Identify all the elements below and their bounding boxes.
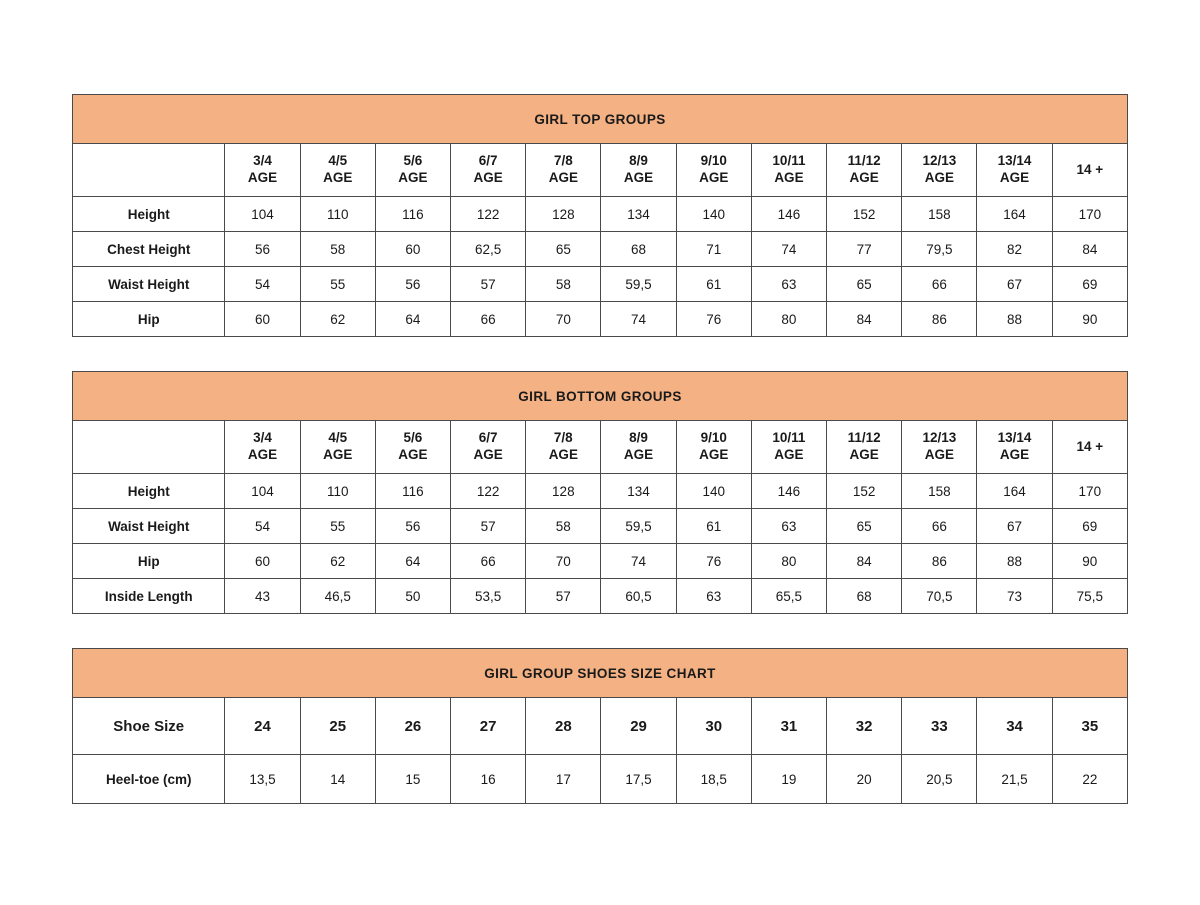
cell: 58 bbox=[526, 267, 601, 302]
cell: 82 bbox=[977, 232, 1052, 267]
cell: 59,5 bbox=[601, 267, 676, 302]
row-label: Waist Height bbox=[73, 509, 225, 544]
row-label: Chest Height bbox=[73, 232, 225, 267]
column-header-5-6 bbox=[375, 144, 450, 197]
cell: 13,5 bbox=[225, 755, 300, 804]
cell: 63 bbox=[676, 579, 751, 614]
table-row bbox=[73, 267, 1128, 302]
cell: 56 bbox=[375, 509, 450, 544]
cell: 80 bbox=[751, 544, 826, 579]
cell: 66 bbox=[451, 302, 526, 337]
cell: 76 bbox=[676, 302, 751, 337]
column-size: 6/7 bbox=[478, 153, 498, 169]
column-age: AGE bbox=[999, 170, 1030, 185]
column-age: AGE bbox=[398, 447, 428, 462]
cell: 110 bbox=[300, 474, 375, 509]
column-header-6-7 bbox=[451, 421, 526, 474]
cell: 56 bbox=[375, 267, 450, 302]
table-row bbox=[73, 302, 1128, 337]
column-age: AGE bbox=[774, 170, 804, 185]
cell: 158 bbox=[902, 474, 977, 509]
column-header-10-11 bbox=[751, 144, 826, 197]
shoe-size-cell: 24 bbox=[225, 698, 300, 755]
cell: 122 bbox=[451, 197, 526, 232]
cell: 140 bbox=[676, 197, 751, 232]
column-size: 10/11 bbox=[772, 430, 806, 446]
column-header-5-6 bbox=[375, 421, 450, 474]
column-size: 3/4 bbox=[253, 153, 272, 169]
cell: 67 bbox=[977, 267, 1052, 302]
column-header-8-9 bbox=[601, 144, 676, 197]
column-age: AGE bbox=[849, 170, 879, 185]
cell: 17 bbox=[526, 755, 601, 804]
cell: 60,5 bbox=[601, 579, 676, 614]
column-age: AGE bbox=[999, 447, 1030, 462]
table-row bbox=[73, 509, 1128, 544]
column-size: 13/14 bbox=[997, 430, 1032, 446]
girl-bottom-groups-table bbox=[72, 371, 1128, 614]
row-label: Hip bbox=[73, 544, 225, 579]
cell: 84 bbox=[827, 544, 902, 579]
cell: 74 bbox=[751, 232, 826, 267]
column-age: AGE bbox=[548, 447, 578, 462]
column-header-label bbox=[73, 144, 225, 197]
girl-group-shoes-size-chart-table bbox=[72, 648, 1128, 804]
cell: 56 bbox=[225, 232, 300, 267]
shoe-size-cell: 28 bbox=[526, 698, 601, 755]
table-row bbox=[73, 579, 1128, 614]
shoe-size-cell: 35 bbox=[1052, 698, 1127, 755]
column-header-9-10 bbox=[676, 421, 751, 474]
column-age: AGE bbox=[323, 170, 353, 185]
girl-top-groups-table bbox=[72, 94, 1128, 337]
cell: 74 bbox=[601, 302, 676, 337]
row-label: Waist Height bbox=[73, 267, 225, 302]
cell: 170 bbox=[1052, 197, 1127, 232]
cell: 55 bbox=[300, 509, 375, 544]
column-size: 8/9 bbox=[629, 153, 648, 169]
cell: 90 bbox=[1052, 544, 1127, 579]
cell: 46,5 bbox=[300, 579, 375, 614]
cell: 66 bbox=[902, 267, 977, 302]
cell: 71 bbox=[676, 232, 751, 267]
cell: 22 bbox=[1052, 755, 1127, 804]
cell: 68 bbox=[827, 579, 902, 614]
row-label: Height bbox=[73, 197, 225, 232]
cell: 104 bbox=[225, 197, 300, 232]
table-row bbox=[73, 474, 1128, 509]
column-age: AGE bbox=[473, 447, 503, 462]
cell: 75,5 bbox=[1052, 579, 1127, 614]
cell: 50 bbox=[375, 579, 450, 614]
column-header-8-9 bbox=[601, 421, 676, 474]
cell: 116 bbox=[375, 474, 450, 509]
row-label: Heel-toe (cm) bbox=[73, 755, 225, 804]
cell: 88 bbox=[977, 544, 1052, 579]
column-size: 7/8 bbox=[553, 153, 573, 169]
column-age: AGE bbox=[247, 447, 278, 462]
cell: 70 bbox=[526, 544, 601, 579]
cell: 134 bbox=[601, 474, 676, 509]
cell: 66 bbox=[451, 544, 526, 579]
shoe-size-cell: 25 bbox=[300, 698, 375, 755]
cell: 64 bbox=[375, 544, 450, 579]
cell: 18,5 bbox=[676, 755, 751, 804]
cell: 86 bbox=[902, 544, 977, 579]
column-age: AGE bbox=[247, 170, 278, 185]
column-age: AGE bbox=[323, 447, 353, 462]
cell: 69 bbox=[1052, 267, 1127, 302]
cell: 64 bbox=[375, 302, 450, 337]
column-age: AGE bbox=[924, 447, 954, 462]
shoe-size-cell: 27 bbox=[451, 698, 526, 755]
column-age: AGE bbox=[473, 170, 503, 185]
column-header-4-5 bbox=[300, 144, 375, 197]
cell: 65 bbox=[827, 267, 902, 302]
column-age: AGE bbox=[699, 170, 729, 185]
column-age: AGE bbox=[699, 447, 729, 462]
column-age: AGE bbox=[398, 170, 428, 185]
cell: 70,5 bbox=[902, 579, 977, 614]
column-header-13-14 bbox=[977, 144, 1052, 197]
cell: 57 bbox=[526, 579, 601, 614]
cell: 53,5 bbox=[451, 579, 526, 614]
cell: 16 bbox=[451, 755, 526, 804]
column-header-3-4 bbox=[225, 144, 300, 197]
table-row bbox=[73, 232, 1128, 267]
cell: 65 bbox=[526, 232, 601, 267]
column-size: 4/5 bbox=[328, 430, 348, 446]
cell: 58 bbox=[526, 509, 601, 544]
cell: 66 bbox=[902, 509, 977, 544]
cell: 164 bbox=[977, 474, 1052, 509]
column-header-6-7 bbox=[451, 144, 526, 197]
column-age: AGE bbox=[548, 170, 578, 185]
cell: 57 bbox=[451, 267, 526, 302]
cell: 58 bbox=[300, 232, 375, 267]
cell: 57 bbox=[451, 509, 526, 544]
cell: 70 bbox=[526, 302, 601, 337]
cell: 61 bbox=[676, 509, 751, 544]
column-header-11-12 bbox=[827, 421, 902, 474]
cell: 60 bbox=[375, 232, 450, 267]
cell: 15 bbox=[375, 755, 450, 804]
shoe-size-cell: 29 bbox=[601, 698, 676, 755]
column-header-10-11 bbox=[751, 421, 826, 474]
column-age: AGE bbox=[924, 170, 954, 185]
cell: 164 bbox=[977, 197, 1052, 232]
cell: 67 bbox=[977, 509, 1052, 544]
column-size: 5/6 bbox=[403, 153, 423, 169]
cell: 69 bbox=[1052, 509, 1127, 544]
column-header-14-plus bbox=[1052, 144, 1127, 197]
shoe-size-cell: 31 bbox=[751, 698, 826, 755]
cell: 62 bbox=[300, 544, 375, 579]
cell: 80 bbox=[751, 302, 826, 337]
column-size: 7/8 bbox=[553, 430, 573, 446]
column-size: 14 + bbox=[1076, 161, 1104, 177]
shoe-size-cell: 26 bbox=[375, 698, 450, 755]
cell: 63 bbox=[751, 509, 826, 544]
cell: 54 bbox=[225, 267, 300, 302]
cell: 55 bbox=[300, 267, 375, 302]
column-header-3-4 bbox=[225, 421, 300, 474]
cell: 62,5 bbox=[451, 232, 526, 267]
cell: 110 bbox=[300, 197, 375, 232]
cell: 73 bbox=[977, 579, 1052, 614]
cell: 146 bbox=[751, 474, 826, 509]
cell: 86 bbox=[902, 302, 977, 337]
column-size: 8/9 bbox=[629, 430, 648, 446]
column-size: 12/13 bbox=[922, 430, 957, 446]
table-title: GIRL TOP GROUPS bbox=[73, 95, 1128, 144]
column-size: 6/7 bbox=[478, 430, 498, 446]
cell: 104 bbox=[225, 474, 300, 509]
table-header-row bbox=[73, 421, 1128, 474]
cell: 90 bbox=[1052, 302, 1127, 337]
cell: 59,5 bbox=[601, 509, 676, 544]
table-row bbox=[73, 197, 1128, 232]
cell: 134 bbox=[601, 197, 676, 232]
cell: 128 bbox=[526, 474, 601, 509]
cell: 62 bbox=[300, 302, 375, 337]
column-size: 9/10 bbox=[700, 153, 727, 169]
column-header-7-8 bbox=[526, 421, 601, 474]
row-label: Height bbox=[73, 474, 225, 509]
column-age: AGE bbox=[623, 170, 654, 185]
column-header-7-8 bbox=[526, 144, 601, 197]
cell: 122 bbox=[451, 474, 526, 509]
table-header-row bbox=[73, 144, 1128, 197]
table-title: GIRL GROUP SHOES SIZE CHART bbox=[73, 649, 1128, 698]
cell: 88 bbox=[977, 302, 1052, 337]
cell: 65,5 bbox=[751, 579, 826, 614]
cell: 84 bbox=[827, 302, 902, 337]
column-header-9-10 bbox=[676, 144, 751, 197]
column-size: 11/12 bbox=[847, 153, 881, 169]
cell: 74 bbox=[601, 544, 676, 579]
column-header-12-13 bbox=[902, 144, 977, 197]
cell: 84 bbox=[1052, 232, 1127, 267]
column-header-12-13 bbox=[902, 421, 977, 474]
cell: 63 bbox=[751, 267, 826, 302]
shoe-size-cell: 33 bbox=[902, 698, 977, 755]
column-header-13-14 bbox=[977, 421, 1052, 474]
column-size: 13/14 bbox=[997, 153, 1032, 169]
cell: 152 bbox=[827, 474, 902, 509]
table-title: GIRL BOTTOM GROUPS bbox=[73, 372, 1128, 421]
cell: 60 bbox=[225, 302, 300, 337]
cell: 158 bbox=[902, 197, 977, 232]
cell: 43 bbox=[225, 579, 300, 614]
cell: 170 bbox=[1052, 474, 1127, 509]
shoe-size-cell: 30 bbox=[676, 698, 751, 755]
cell: 20,5 bbox=[902, 755, 977, 804]
cell: 65 bbox=[827, 509, 902, 544]
cell: 54 bbox=[225, 509, 300, 544]
column-size: 10/11 bbox=[772, 153, 806, 169]
cell: 21,5 bbox=[977, 755, 1052, 804]
cell: 140 bbox=[676, 474, 751, 509]
column-size: 14 + bbox=[1076, 438, 1104, 454]
cell: 76 bbox=[676, 544, 751, 579]
column-header-14-plus bbox=[1052, 421, 1127, 474]
column-age: AGE bbox=[623, 447, 654, 462]
row-label-shoe-size: Shoe Size bbox=[73, 698, 225, 755]
table-header-row bbox=[73, 698, 1128, 755]
cell: 60 bbox=[225, 544, 300, 579]
cell: 19 bbox=[751, 755, 826, 804]
row-label: Inside Length bbox=[73, 579, 225, 614]
shoe-size-cell: 32 bbox=[827, 698, 902, 755]
column-age: AGE bbox=[774, 447, 804, 462]
table-row bbox=[73, 544, 1128, 579]
row-label: Hip bbox=[73, 302, 225, 337]
cell: 116 bbox=[375, 197, 450, 232]
cell: 128 bbox=[526, 197, 601, 232]
table-title-row bbox=[73, 372, 1128, 421]
table-row bbox=[73, 755, 1128, 804]
cell: 146 bbox=[751, 197, 826, 232]
cell: 77 bbox=[827, 232, 902, 267]
column-header-4-5 bbox=[300, 421, 375, 474]
shoe-size-cell: 34 bbox=[977, 698, 1052, 755]
cell: 79,5 bbox=[902, 232, 977, 267]
column-age: AGE bbox=[849, 447, 879, 462]
column-size: 12/13 bbox=[922, 153, 957, 169]
column-size: 9/10 bbox=[700, 430, 727, 446]
table-title-row bbox=[73, 649, 1128, 698]
table-title-row bbox=[73, 95, 1128, 144]
cell: 20 bbox=[827, 755, 902, 804]
column-header-label bbox=[73, 421, 225, 474]
column-size: 4/5 bbox=[328, 153, 348, 169]
cell: 14 bbox=[300, 755, 375, 804]
column-size: 11/12 bbox=[847, 430, 881, 446]
cell: 17,5 bbox=[601, 755, 676, 804]
column-size: 3/4 bbox=[253, 430, 272, 446]
column-header-11-12 bbox=[827, 144, 902, 197]
cell: 61 bbox=[676, 267, 751, 302]
column-size: 5/6 bbox=[403, 430, 423, 446]
cell: 68 bbox=[601, 232, 676, 267]
cell: 152 bbox=[827, 197, 902, 232]
